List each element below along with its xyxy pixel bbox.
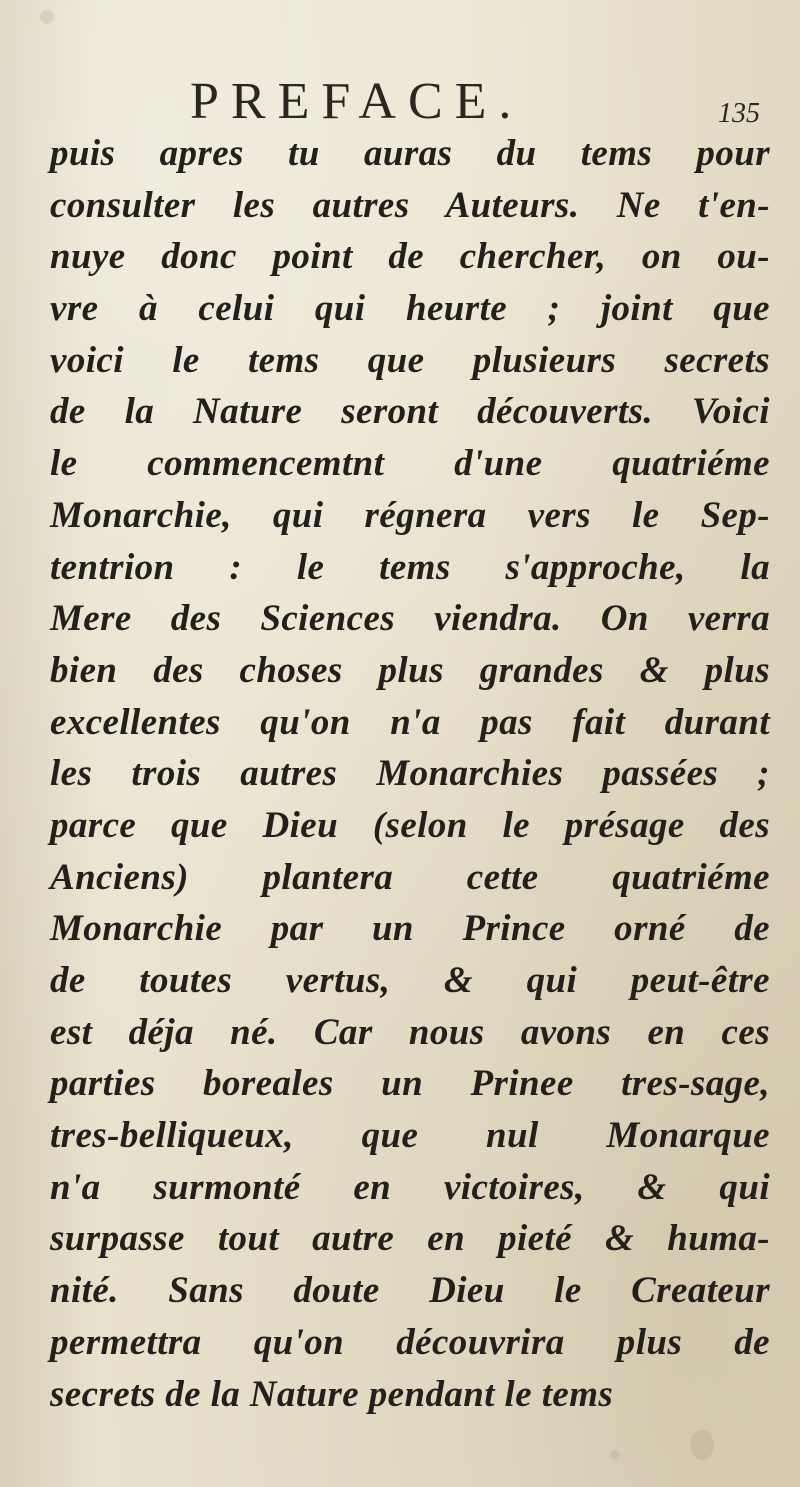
text-line: nité. Sans doute Dieu le Createur: [50, 1270, 770, 1312]
text-line: tentrion : le tems s'approche, la: [50, 546, 770, 588]
text-line: le commencemtnt d'une quatriéme: [50, 443, 770, 485]
paper-stain: [610, 1450, 620, 1460]
text-line: de la Nature seront découverts. Voici: [50, 391, 770, 433]
text-line: parties boreales un Prinee tres-sage,: [50, 1063, 770, 1105]
text-line: Monarchie par un Prince orné de: [50, 908, 770, 950]
text-line: les trois autres Monarchies passées ;: [50, 753, 770, 795]
text-line: parce que Dieu (selon le présage des: [50, 804, 770, 846]
text-line: Monarchie, qui régnera vers le Sep-: [50, 494, 770, 536]
text-line: secrets de la Nature pendant le tems: [50, 1373, 614, 1415]
page-header: [0, 72, 800, 132]
text-line: est déja né. Car nous avons en ces: [50, 1011, 770, 1053]
text-line: consulter les autres Auteurs. Ne t'en-: [50, 184, 770, 226]
text-line: bien des choses plus grandes & plus: [50, 649, 770, 691]
text-line: n'a surmonté en victoires, & qui: [50, 1166, 770, 1208]
text-line: voici le tems que plusieurs secrets: [50, 339, 770, 381]
text-line: de toutes vertus, & qui peut-être: [50, 960, 770, 1001]
text-line: nuye donc point de chercher, on ou-: [50, 236, 770, 278]
running-title: PREFACE.: [190, 73, 524, 130]
text-line: puis apres tu auras du tems pour: [50, 133, 770, 174]
text-line: tres-belliqueux, que nul Monarque: [50, 1115, 770, 1157]
text-line: Anciens) plantera cette quatriéme: [50, 856, 770, 898]
text-line: excellentes qu'on n'a pas fait durant: [50, 701, 770, 743]
body-text: [50, 128, 770, 1420]
text-line: vre à celui qui heurte ; joint que: [50, 288, 770, 330]
text-line: surpasse tout autre en pieté & huma-: [50, 1218, 770, 1260]
paper-stain: [690, 1430, 714, 1460]
paper-stain: [40, 10, 54, 24]
page-number: 135: [718, 98, 760, 129]
text-line: permettra qu'on découvrira plus de: [50, 1321, 770, 1363]
text-line: Mere des Sciences viendra. On verra: [50, 598, 770, 640]
